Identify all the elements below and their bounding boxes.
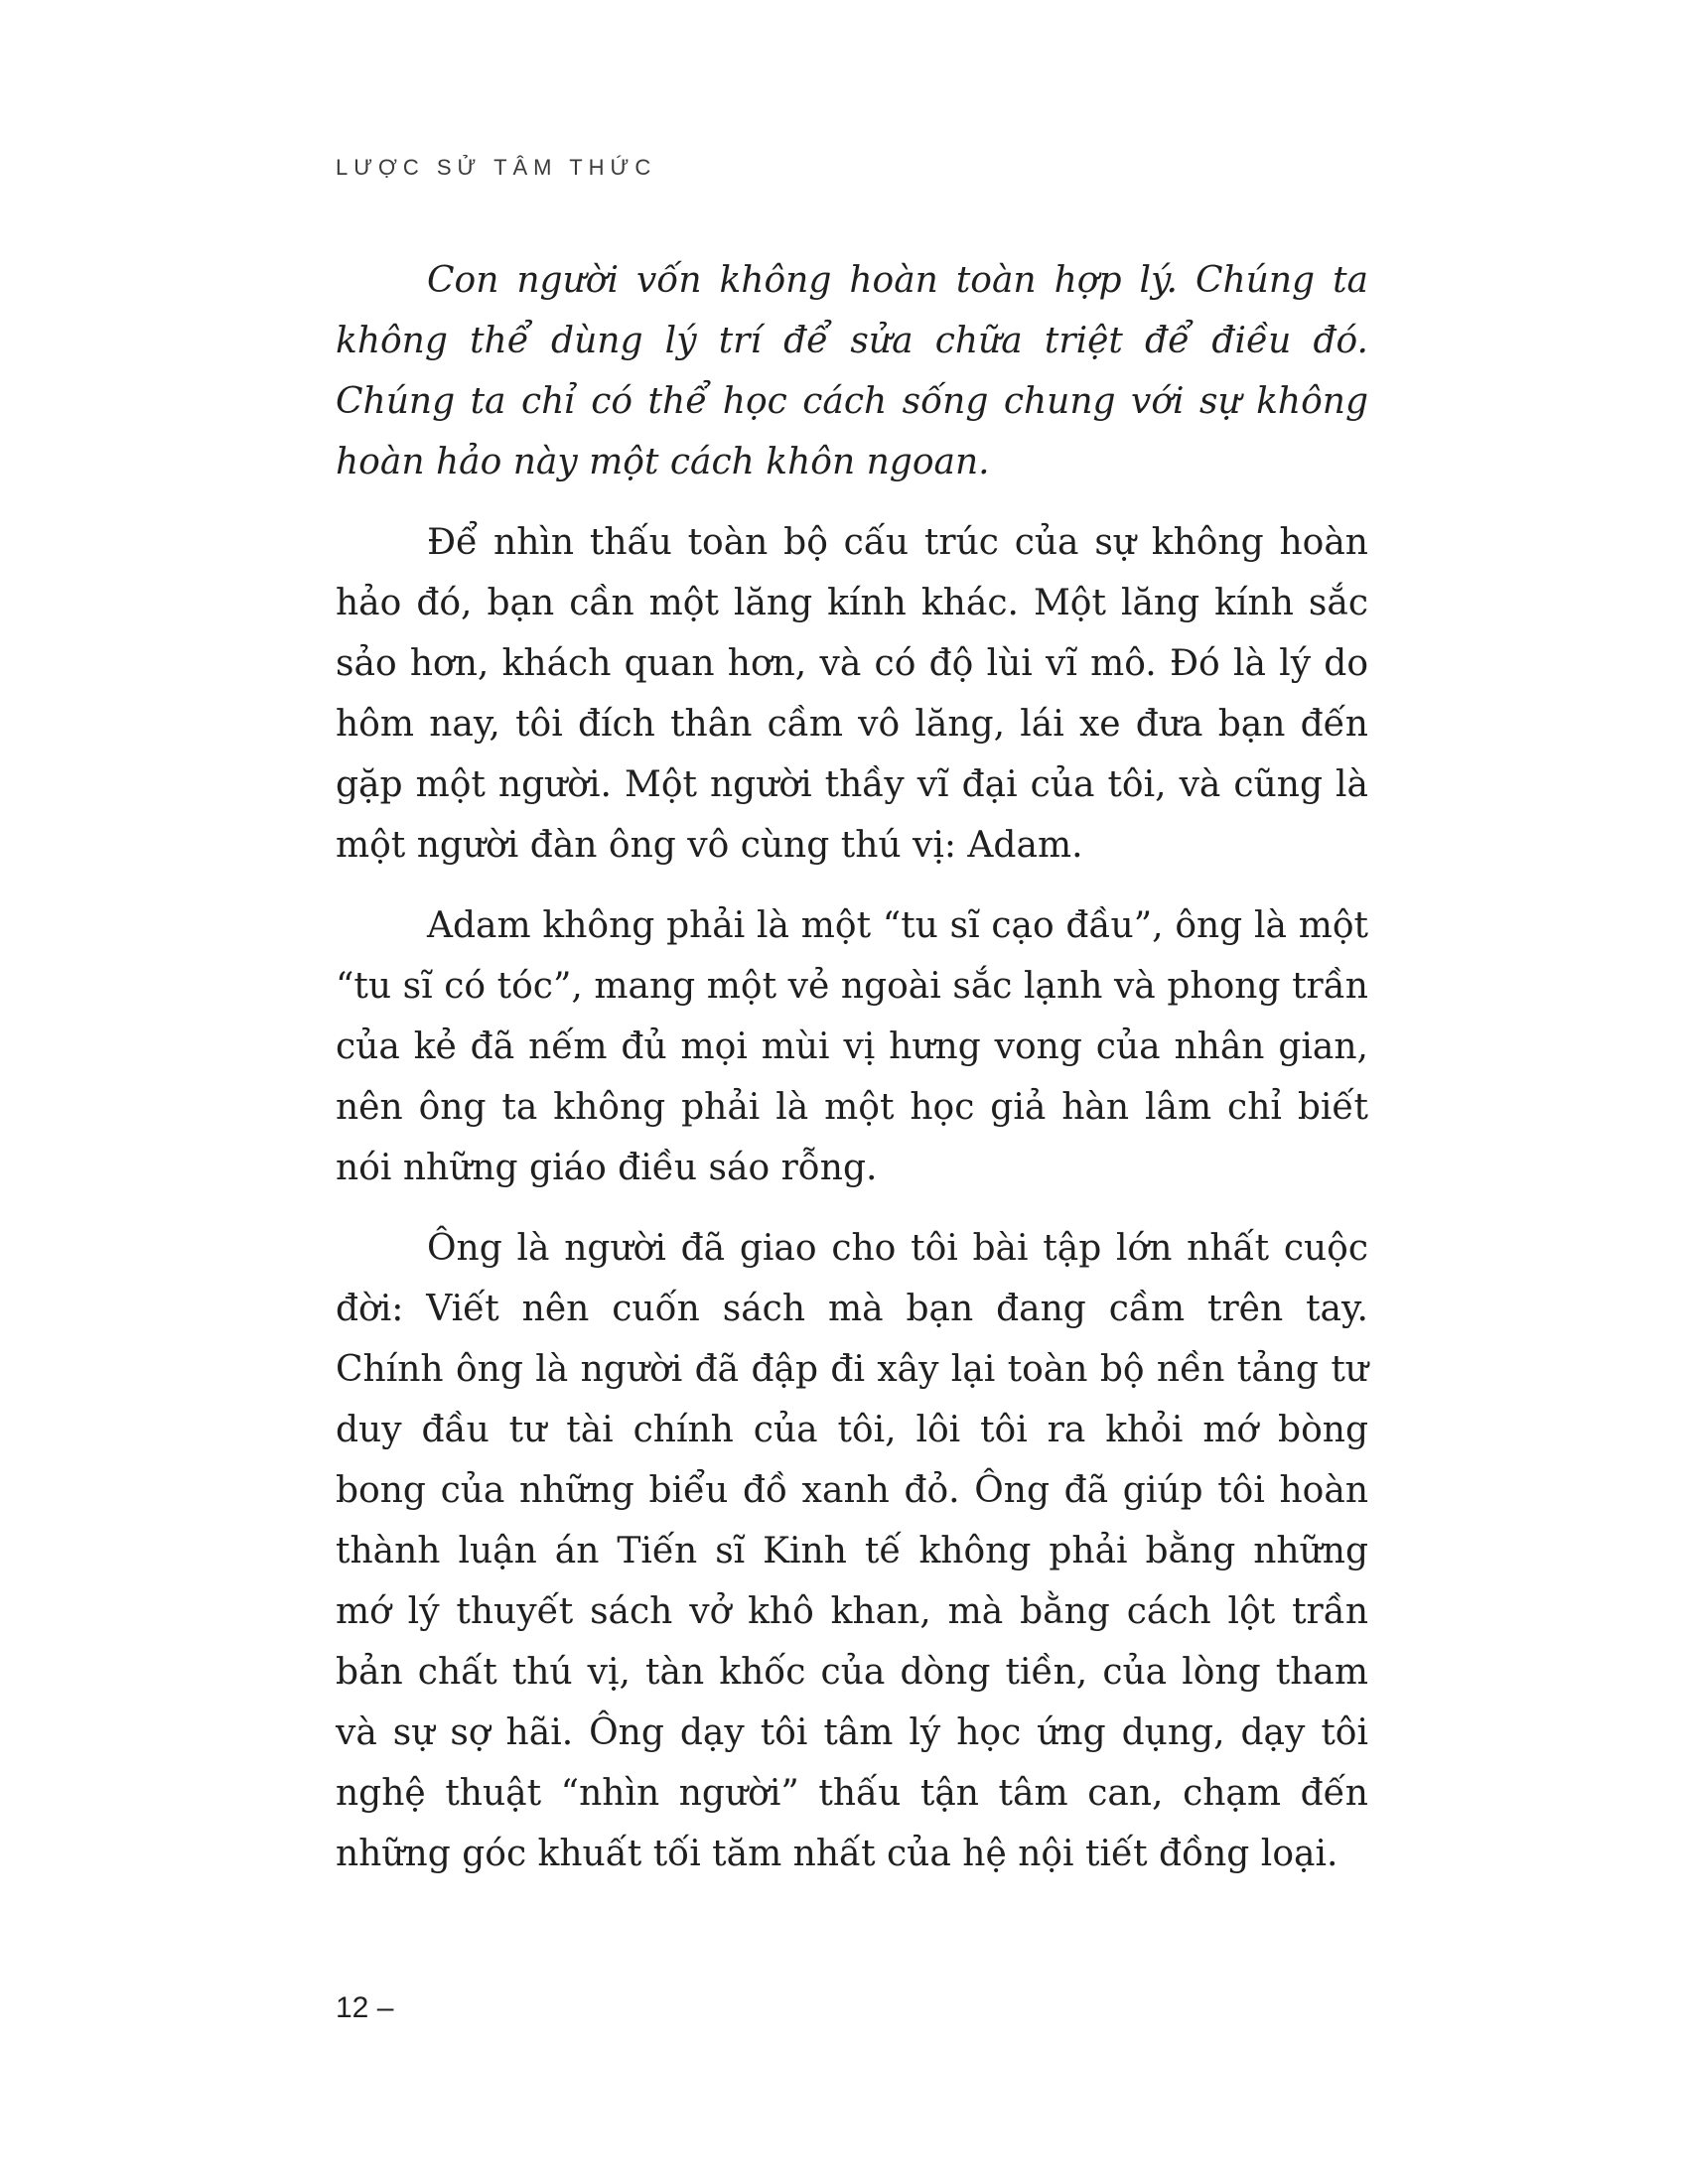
page-number: 12 – (336, 1991, 394, 2024)
paragraph: Để nhìn thấu toàn bộ cấu trúc của sự không hoàn hảo đó, bạn cần một lăng kính khác. Một lăng kính sắc sảo hơn, khách quan hơn, và có độ lùi vĩ mô. Đó là lý do hôm nay, tôi đích thân cầm vô lăng, lái xe đưa bạn đến gặp một người. Một người thầy vĩ đại của tôi, và cũng là một người đàn ông vô cùng thú vị: Adam. (336, 522, 1368, 866)
paragraph: Adam không phải là một “tu sĩ cạo đầu”, ông là một “tu sĩ có tóc”, mang một vẻ ngoài sắc lạnh và phong trần của kẻ đã nếm đủ mọi mùi vị hưng vong của nhân gian, nên ông ta không phải là một học giả hàn lâm chỉ biết nói những giáo điều sáo rỗng. (336, 905, 1368, 1188)
paragraph-italic-intro: Con người vốn không hoàn toàn hợp lý. Chúng ta không thể dùng lý trí để sửa chữa triệt để điều đó. Chúng ta chỉ có thể học cách sống chung với sự không hoàn hảo này một cách khôn ngoan. (336, 260, 1368, 482)
body-text (336, 250, 1368, 1904)
running-head: LƯỢC SỬ TÂM THỨC (336, 155, 657, 180)
paragraph: Ông là người đã giao cho tôi bài tập lớn nhất cuộc đời: Viết nên cuốn sách mà bạn đang cầm trên tay. Chính ông là người đã đập đi xây lại toàn bộ nền tảng tư duy đầu tư tài chính của tôi, lôi tôi ra khỏi mớ bòng bong của những biểu đồ xanh đỏ. Ông đã giúp tôi hoàn thành luận án Tiến sĩ Kinh tế không phải bằng những mớ lý thuyết sách vở khô khan, mà bằng cách lột trần bản chất thú vị, tàn khốc của dòng tiền, của lòng tham và sự sợ hãi. Ông dạy tôi tâm lý học ứng dụng, dạy tôi nghệ thuật “nhìn người” thấu tận tâm can, chạm đến những góc khuất tối tăm nhất của hệ nội tiết đồng loại. (336, 1228, 1368, 1874)
